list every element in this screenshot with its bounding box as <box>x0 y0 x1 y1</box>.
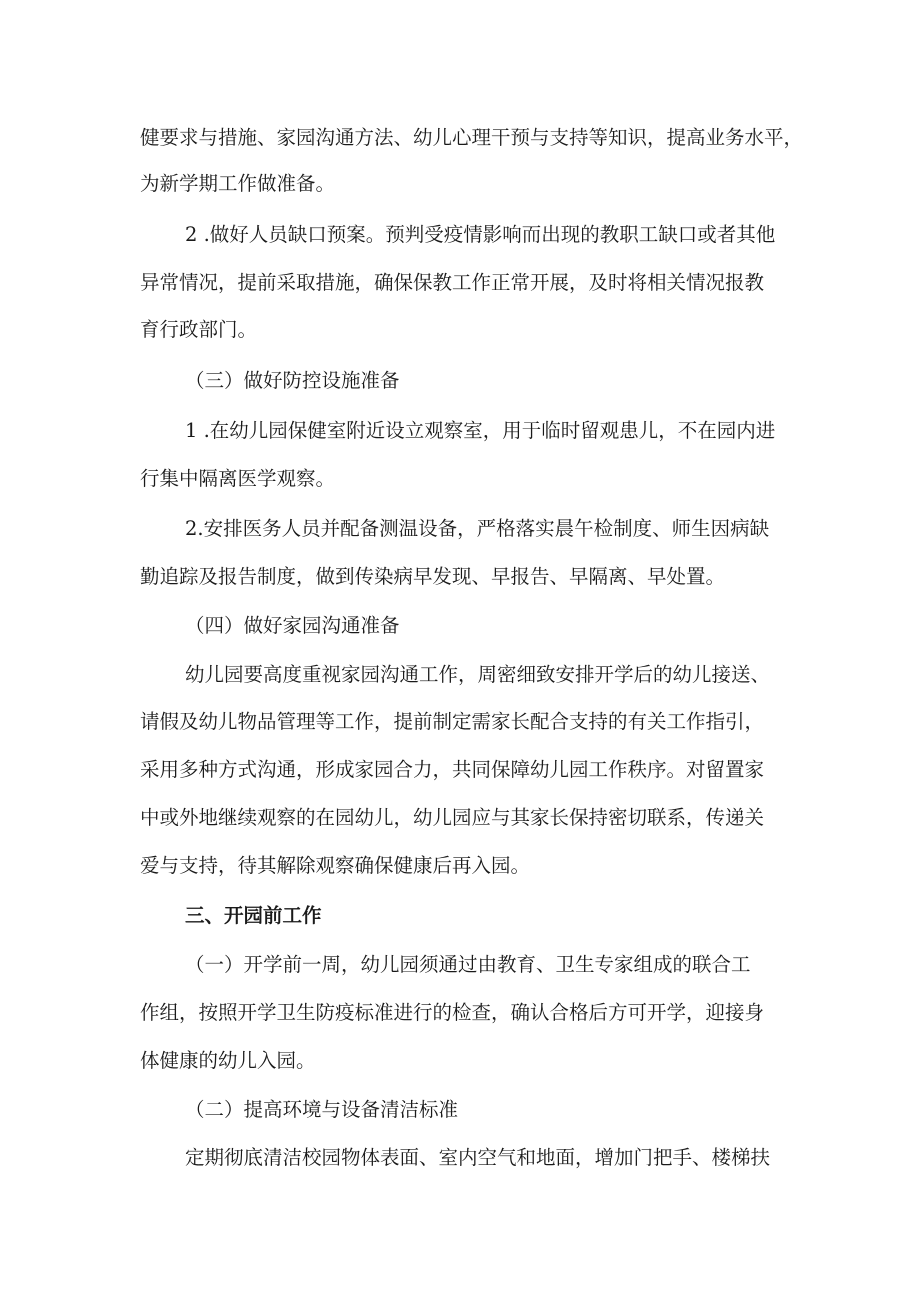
text-line: 请假及幼儿物品管理等工作，提前制定需家长配合支持的有关工作指引， <box>140 710 765 733</box>
text-line: 健要求与措施、家园沟通方法、幼儿心理干预与支持等知识，提高业务水平， <box>140 126 804 149</box>
item-heading-line: 2.安排医务人员并配备测温设备，严格落实晨午检制度、师生因病缺 <box>185 517 770 540</box>
section-heading: （三）做好防控设施准备 <box>185 369 400 392</box>
text-line: 作组，按照开学卫生防疫标准进行的检查，确认合格后方可开学，迎接身 <box>140 1001 765 1024</box>
item-heading-line: 1 .在幼儿园保健室附近设立观察室，用于临时留观患儿，不在园内进 <box>185 419 776 442</box>
text-line: 体健康的幼儿入园。 <box>140 1049 316 1072</box>
paragraph-first-line: （一）开学前一周，幼儿园须通过由教育、卫生专家组成的联合工 <box>185 953 751 976</box>
text-line: 行集中隔离医学观察。 <box>140 467 336 490</box>
text-line: 育行政部门。 <box>140 318 258 341</box>
text-line: 采用多种方式沟通，形成家园合力，共同保障幼儿园工作秩序。对留置家 <box>140 758 765 781</box>
text-line: 中或外地继续观察的在园幼儿，幼儿园应与其家长保持密切联系，传递关 <box>140 806 765 829</box>
section-heading: （四）做好家园沟通准备 <box>185 614 400 637</box>
item-heading-line: 2 .做好人员缺口预案。预判受疫情影响而出现的教职工缺口或者其他 <box>185 223 776 246</box>
chapter-heading: 三、开园前工作 <box>185 904 322 927</box>
text-line: 为新学期工作做准备。 <box>140 172 336 195</box>
text-line: 爱与支持，待其解除观察确保健康后再入园。 <box>140 854 531 877</box>
text-line: 勤追踪及报告制度，做到传染病早发现、早报告、早隔离、早处置。 <box>140 565 726 588</box>
paragraph-first-line: 幼儿园要高度重视家园沟通工作，周密细致安排开学后的幼儿接送、 <box>185 663 771 686</box>
text-line: 异常情况，提前采取措施，确保保教工作正常开展，及时将相关情况报教 <box>140 271 765 294</box>
section-heading: （二）提高环境与设备清洁标准 <box>185 1098 459 1121</box>
paragraph-first-line: 定期彻底清洁校园物体表面、室内空气和地面，增加门把手、楼梯扶 <box>185 1146 771 1169</box>
